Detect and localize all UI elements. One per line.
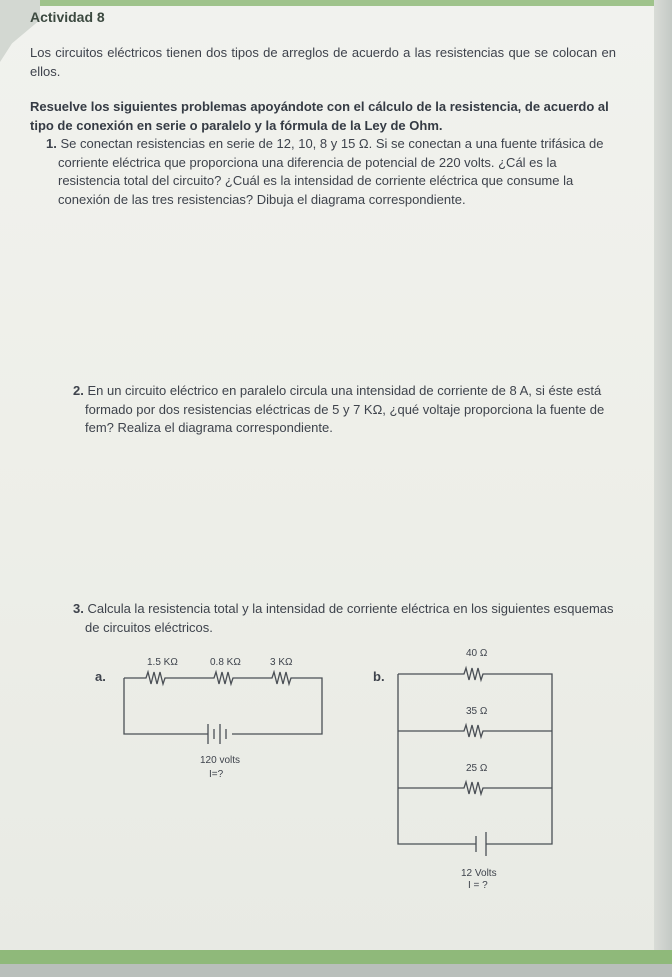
- circuit-b-resistor-2-label: 35 Ω: [466, 706, 488, 717]
- circuit-a-voltage-label: 120 volts: [200, 755, 241, 766]
- circuit-b-current-label: I = ?: [468, 880, 488, 891]
- circuit-a-resistor-2-label: 0.8 KΩ: [210, 657, 241, 668]
- problem-1-number: 1.: [46, 136, 57, 151]
- problem-2-number: 2.: [73, 383, 84, 398]
- circuit-b-resistor-3-label: 25 Ω: [466, 763, 488, 774]
- problem-2-text: En un circuito eléctrico en paralelo circula una intensidad de corriente de 8 A, si éste está formado por dos resistencias eléctricas de 5 y 7 KΩ, ¿qué voltaje proporciona la fuente de fem? Realiza el diagrama correspondiente.: [85, 383, 605, 435]
- activity-title: Actividad 8: [30, 9, 105, 25]
- circuit-a-resistor-1-label: 1.5 KΩ: [147, 657, 178, 668]
- instruction-paragraph: Resuelve los siguientes problemas apoyándote con el cálculo de la resistencia, de acuerdo al tipo de conexión en serie o paralelo y la fórmula de la Ley de Ohm.: [30, 99, 609, 133]
- problem-1-text: Se conectan resistencias en serie de 12, 10, 8 y 15 Ω. Si se conectan a una fuente trifásica de corriente eléctrica que proporciona una diferencia de potencial de 220 volts. ¿Cál es la resistencia total del circuito? ¿Cuál es la intensidad de corriente eléctrica que consume la conexión de las tres resistencias? Dibuja el diagrama correspondiente.: [58, 136, 604, 207]
- circuit-b-voltage-label: 12 Volts: [461, 868, 497, 879]
- problem-3-text: Calcula la resistencia total y la intensidad de corriente eléctrica en los siguientes esquemas de circuitos eléctricos.: [85, 601, 614, 635]
- circuit-b-resistor-1-label: 40 Ω: [466, 648, 488, 659]
- circuit-a-current-label: I=?: [209, 769, 224, 780]
- circuit-a-resistor-3-label: 3 KΩ: [270, 657, 293, 668]
- intro-paragraph: Los circuitos eléctricos tienen dos tipos de arreglos de acuerdo a las resistencias que se colocan en ellos.: [30, 45, 616, 79]
- bottom-gray-band: [0, 964, 672, 977]
- problem-3-number: 3.: [73, 601, 84, 616]
- circuit-b-label: b.: [373, 669, 385, 684]
- circuit-a-label: a.: [95, 669, 106, 684]
- bottom-green-stripe: [0, 950, 672, 964]
